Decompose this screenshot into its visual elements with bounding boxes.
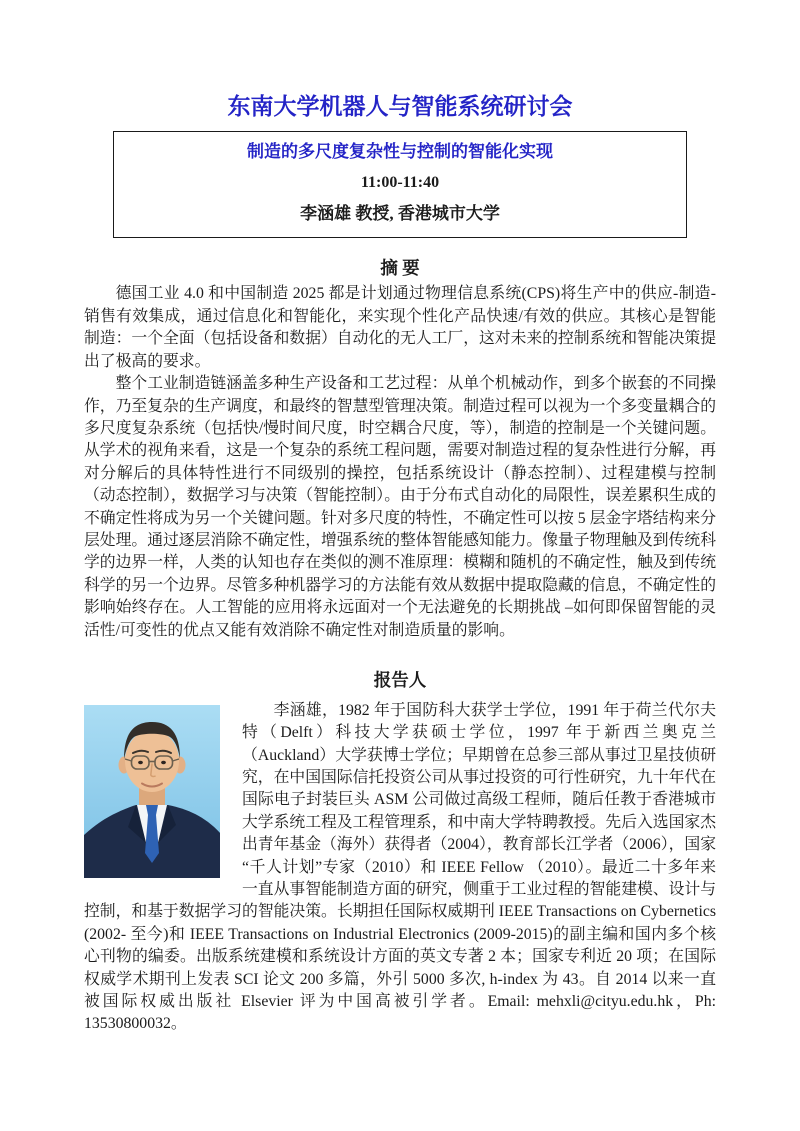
- talk-speaker-line: 李涵雄 教授, 香港城市大学: [300, 203, 500, 223]
- abstract-heading: 摘 要: [380, 257, 420, 278]
- speaker-bio-text: 李涵雄，1982 年于国防科大获学士学位，1991 年于荷兰代尔夫特（Delft）科技大学获硕士学位，1997 年于新西兰奥克兰（Auckland）大学获博士学位；早期曾在总参三部从事过卫星技侦研究，在中国国际信托投资公司从事过投资的可行性研究，九十年代在国际电子封装巨头 ASM 公司做过高级工程师，随后任教于香港城市大学系统工程及工程管理系，和中南大学特聘教授。先后入选国家杰出青年基金（海外）获得者（2004），教育部长江学者（2006），国家“千人计划”专家（2010）和 IEEE Fellow （2010）。最近二十多年来一直从事智能制造方面的研究，侧重于工业过程的智能建模、设计与控制，和基于数据学习的智能决策。长期担任国际权威期刊 IEEE Transactions on Cybernetics (2002- 至今)和 IEEE Transactions on Industrial Electronics (2009-2015)的副主编和国内多个核心刊物的编委。出版系统建模和系统设计方面的英文专著 2 本；国家专利近 20 项；在国际权威学术期刊上发表 SCI 论文 200 多篇，外引 5000 多次, h-index 为 43。自 2014 以来一直被国际权威出版社 Elsevier 评为中国高被引学者。Email: mehxli@cityu.edu.hk，Ph: 13530800032。: [84, 701, 716, 1033]
- session-box: [113, 131, 687, 238]
- portrait-illustration: [84, 705, 220, 878]
- talk-title: 制造的多尺度复杂性与控制的智能化实现: [247, 141, 553, 161]
- abstract-paragraph-1: 德国工业 4.0 和中国制造 2025 都是计划通过物理信息系统(CPS)将生产中的供应-制造-销售有效集成，通过信息化和智能化，来实现个性化产品快速/有效的供应。其核心是智能制造：一个全面（包括设备和数据）自动化的无人工厂，这对未来的控制系统和智能决策提出了极高的要求。: [84, 285, 716, 370]
- speaker-portrait-photo: [84, 705, 220, 878]
- talk-time: 11:00-11:40: [360, 173, 440, 191]
- page-title: 东南大学机器人与智能系统研讨会: [227, 94, 573, 119]
- speaker-bio-block: [84, 700, 716, 1036]
- speaker-heading: 报告人: [373, 669, 427, 690]
- abstract-paragraph-2: 整个工业制造链涵盖多种生产设备和工艺过程：从单个机械动作，到多个嵌套的不同操作，乃至复杂的生产调度，和最终的智慧型管理决策。制造过程可以视为一个多变量耦合的多尺度复杂系统（包括快/慢时间尺度，时空耦合尺度，等），制造的控制是一个关键问题。从学术的视角来看，这是一个复杂的系统工程问题，需要对制造过程的复杂性进行分解，再对分解后的具体特性进行不同级别的操控，包括系统设计（静态控制）、过程建模与控制（动态控制），数据学习与决策（智能控制）。由于分布式自动化的局限性，误差累积生成的不确定性将成为另一个关键问题。针对多尺度的特性，不确定性可以按 5 层金字塔结构来分层处理。通过逐层消除不确定性，增强系统的整体智能感知能力。像量子物理触及到传统科学的边界一样，人类的认知也存在类似的测不准原理：模糊和随机的不确定性，触及到传统科学的另一个边界。尽管多种机器学习的方法能有效从数据中提取隐藏的信息，不确定性的影响始终存在。人工智能的应用将永远面对一个无法避免的长期挑战 –如何即保留智能的灵活性/可变性的优点又能有效消除不确定性对制造质量的影响。: [84, 375, 716, 639]
